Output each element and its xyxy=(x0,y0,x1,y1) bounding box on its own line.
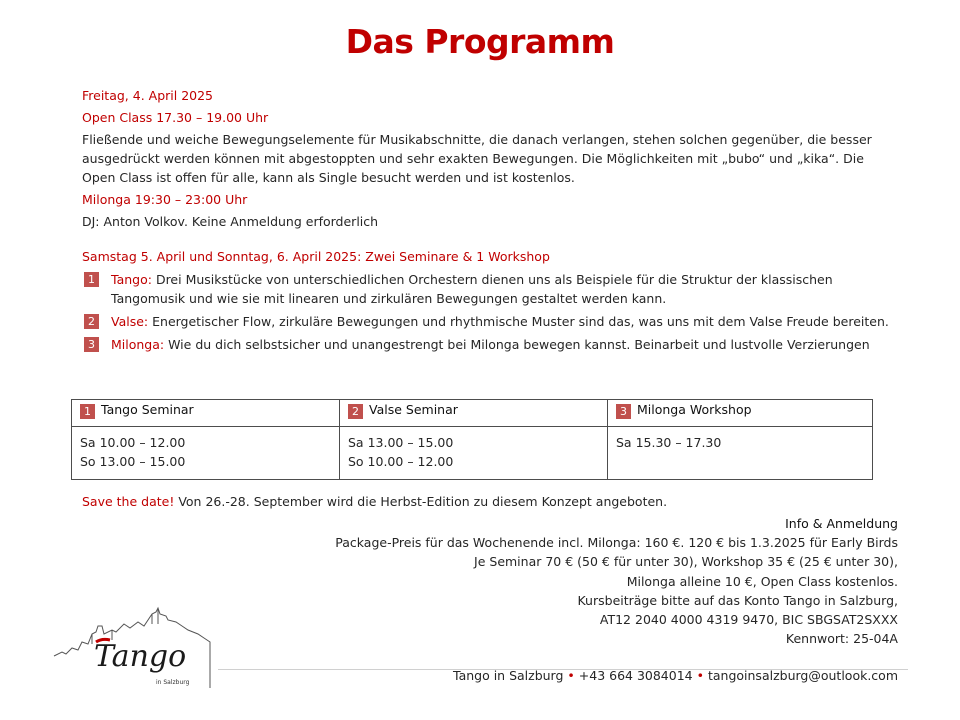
milonga-text: DJ: Anton Volkov. Keine Anmeldung erforderlich xyxy=(82,214,379,229)
info-line: Package-Preis für das Wochenende incl. Milonga: 160 €. 120 € bis 1.3.2025 für Early Birds xyxy=(335,535,898,551)
footer-contact xyxy=(453,668,898,683)
number-badge: 2 xyxy=(84,314,99,329)
time-slot: Sa 15.30 – 17.30 xyxy=(616,435,722,450)
tango-salzburg-logo xyxy=(52,604,212,688)
schedule-table xyxy=(71,399,873,480)
bullet-separator: • xyxy=(696,668,704,683)
table-row xyxy=(72,427,873,480)
number-badge: 2 xyxy=(348,404,363,419)
time-slot: Sa 10.00 – 12.00 xyxy=(80,435,186,450)
column-header-valse xyxy=(340,400,608,427)
column-header-tango xyxy=(72,400,340,427)
item-text: Energetischer Flow, zirkuläre Bewegungen und rhythmische Muster sind das, was uns mit dem Valse Freude bereiten. xyxy=(152,314,889,329)
open-class-description xyxy=(82,130,912,187)
column-header-milonga xyxy=(608,400,873,427)
number-badge: 1 xyxy=(80,404,95,419)
info-line: Kursbeiträge bitte auf das Konto Tango in Salzburg, xyxy=(577,592,898,608)
number-badge: 1 xyxy=(84,272,99,287)
item-text: Tangomusik und wie sie mit linearen und zirkulären Bewegungen gestaltet werden kann. xyxy=(111,291,667,306)
footer-name: Tango in Salzburg xyxy=(453,668,564,683)
footer-phone: +43 664 3084014 xyxy=(578,668,693,683)
column-header-label: Valse Seminar xyxy=(369,402,458,417)
info-heading: Info & Anmeldung xyxy=(785,516,898,531)
table-cell xyxy=(608,427,873,480)
footer-email[interactable]: tangoinsalzburg@outlook.com xyxy=(707,668,898,683)
bullet-separator: • xyxy=(567,668,575,683)
logo-subtitle: in Salzburg xyxy=(156,679,190,686)
weekend-item-tango xyxy=(82,270,912,308)
time-slot: Sa 13.00 – 15.00 xyxy=(348,435,454,450)
milonga-heading: Milonga 19:30 – 23:00 Uhr xyxy=(82,192,248,207)
friday-date: Freitag, 4. April 2025 xyxy=(82,88,214,103)
info-line: Milonga alleine 10 €, Open Class kostenlos. xyxy=(626,573,898,589)
info-line: Je Seminar 70 € (50 € für unter 30), Workshop 35 € (25 € unter 30), xyxy=(474,554,898,570)
open-class-heading: Open Class 17.30 – 19.00 Uhr xyxy=(82,110,269,125)
info-line: AT12 2040 4000 4319 9470, BIC SBGSAT2SXXX xyxy=(599,612,898,628)
open-class-line: Fließende und weiche Bewegungselemente für Musikabschnitte, die danach verlangen, stehen solchen gegenüber, die besser xyxy=(82,132,872,147)
save-the-date-label: Save the date! xyxy=(82,494,175,509)
weekend-item-valse xyxy=(82,312,912,331)
logo-word: Tango xyxy=(94,639,187,674)
table-header-row xyxy=(72,400,873,427)
column-header-label: Milonga Workshop xyxy=(637,402,752,417)
number-badge: 3 xyxy=(616,404,631,419)
number-badge: 3 xyxy=(84,337,99,352)
time-slot: So 13.00 – 15.00 xyxy=(80,454,186,469)
page-title: Das Programm xyxy=(345,22,615,61)
time-slot: So 10.00 – 12.00 xyxy=(348,454,454,469)
weekend-heading: Samstag 5. April und Sonntag, 6. April 2025: Zwei Seminare & 1 Workshop xyxy=(82,249,550,264)
program-content xyxy=(82,86,912,354)
info-block xyxy=(335,514,898,648)
item-label: Tango: xyxy=(111,272,152,287)
open-class-line: ausgedrückt werden können mit abgestoppten und sehr exakten Bewegungen. Die Möglichkeiten mit „bubo“ und „kika“. Die xyxy=(82,151,864,166)
save-the-date-text: Von 26.-28. September wird die Herbst-Edition zu diesem Konzept angeboten. xyxy=(178,494,668,509)
table-cell xyxy=(72,427,340,480)
item-text: Wie du dich selbstsicher und unangestrengt bei Milonga bewegen kannst. Beinarbeit und lustvolle Verzierungen xyxy=(168,337,870,352)
column-header-label: Tango Seminar xyxy=(101,402,194,417)
save-the-date xyxy=(82,494,667,509)
info-line: Kennwort: 25-04A xyxy=(785,631,898,647)
open-class-line: Open Class ist offen für alle, kann als Single besucht werden und ist kostenlos. xyxy=(82,170,575,185)
table-cell xyxy=(340,427,608,480)
weekend-item-milonga xyxy=(82,335,912,354)
item-label: Valse: xyxy=(111,314,149,329)
item-label: Milonga: xyxy=(111,337,165,352)
item-text: Drei Musikstücke von unterschiedlichen Orchestern dienen uns als Beispiele für die Struktur der klassischen xyxy=(155,272,833,287)
